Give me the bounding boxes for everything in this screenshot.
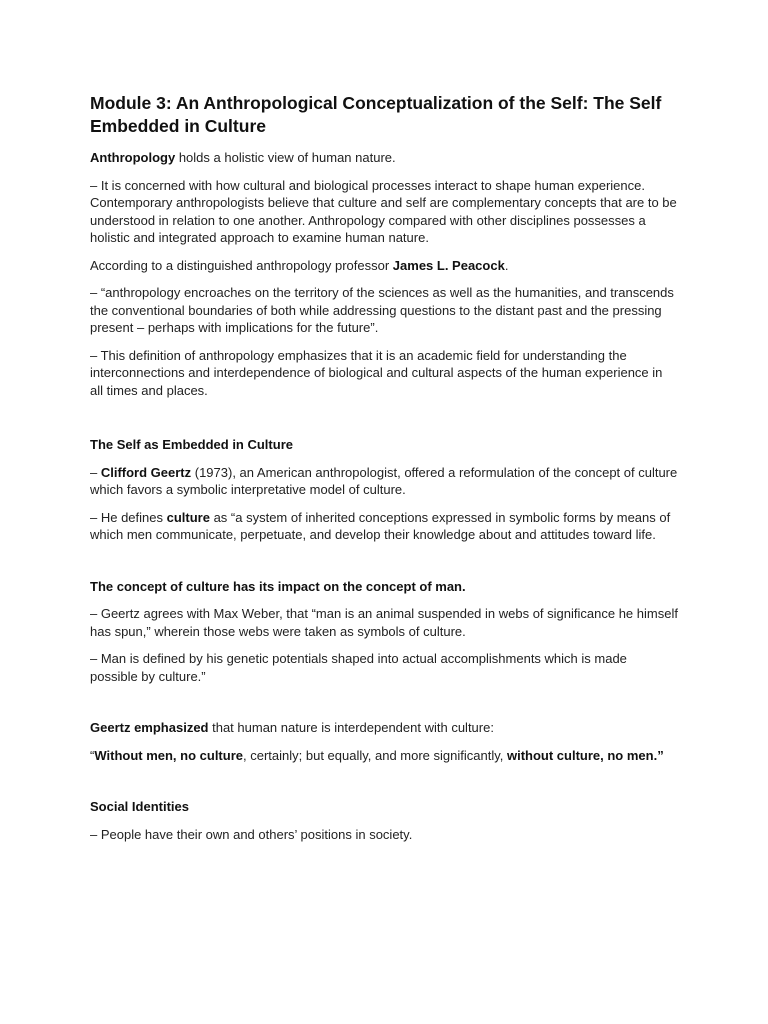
term-anthropology: Anthropology [90,150,176,165]
geertz-paragraph [90,464,678,499]
page-title: Module 3: An Anthropological Conceptualization of the Self: The Self Embedded in Culture [90,93,662,136]
section-spacer [90,554,678,578]
section-spacer [90,409,678,436]
section-heading-social-identities: Social Identities [90,799,189,814]
section-spacer [90,774,678,798]
peacock-paragraph [90,257,678,275]
geertz-dash: – [90,464,101,480]
definition-paragraph: – This definition of anthropology emphasizes that it is an academic field for understanding the interconnections and interdependence of biological and cultural aspects of the human experience in all times and places. [90,347,663,398]
geertz-emphasized-paragraph [90,719,678,737]
quote-middle: , certainly; but equally, and more significantly, [243,747,507,763]
peacock-name: James L. Peacock [392,257,505,273]
peacock-intro-text: According to a distinguished anthropology professor [90,257,393,273]
genetic-potentials-paragraph: – Man is defined by his genetic potentials shaped into actual accomplishments which is made possible by culture.” [90,651,627,684]
section-spacer [90,695,678,719]
peacock-period: . [504,257,509,273]
culture-definition-text: as “a system of inherited conceptions expressed in symbolic forms by means of which men communicate, perpetuate, and develop their knowledge about and attitudes toward life. [90,509,671,542]
concerned-paragraph: – It is concerned with how cultural and biological processes interact to shape human experience. Contemporary anthropologists believe that culture and self are complementary concepts that are to be understood in relation to one another. Anthropology compared with other disciplines possesses a holistic and integrated approach to examine human nature. [90,177,677,245]
section-heading-self-embedded: The Self as Embedded in Culture [90,437,293,452]
intro-text: holds a holistic view of human nature. [175,150,396,165]
term-culture: culture [166,509,210,525]
quote-open: “ [90,747,95,763]
intro-paragraph [90,149,678,167]
weber-paragraph: – Geertz agrees with Max Weber, that “man is an animal suspended in webs of significance he himself has spun,” wherein those webs were taken as symbols of culture. [90,606,678,639]
section-heading-concept-of-man: The concept of culture has its impact on the concept of man. [90,578,466,594]
social-positions-paragraph: – People have their own and others’ positions in society. [90,826,413,842]
geertz-emphasized-text: that human nature is interdependent with culture: [208,720,494,735]
geertz-emphasized-bold: Geertz emphasized [90,720,209,735]
quote-bold-2: without culture, no men.” [506,747,664,763]
geertz-name: Clifford Geertz [100,464,192,480]
geertz-quote-paragraph [90,747,678,765]
peacock-quote-paragraph: – “anthropology encroaches on the territory of the sciences as well as the humanities, and transcends the conventional boundaries of both while addressing questions to the distant past and the pressing present – perhaps with implications for the future”. [90,285,674,335]
geertz-text: (1973), an American anthropologist, offered a reformulation of the concept of culture which favors a symbolic interpretative model of culture. [90,464,678,497]
quote-bold-1: Without men, no culture [94,747,243,763]
defines-text: – He defines [90,509,167,525]
culture-definition-paragraph [90,509,678,544]
